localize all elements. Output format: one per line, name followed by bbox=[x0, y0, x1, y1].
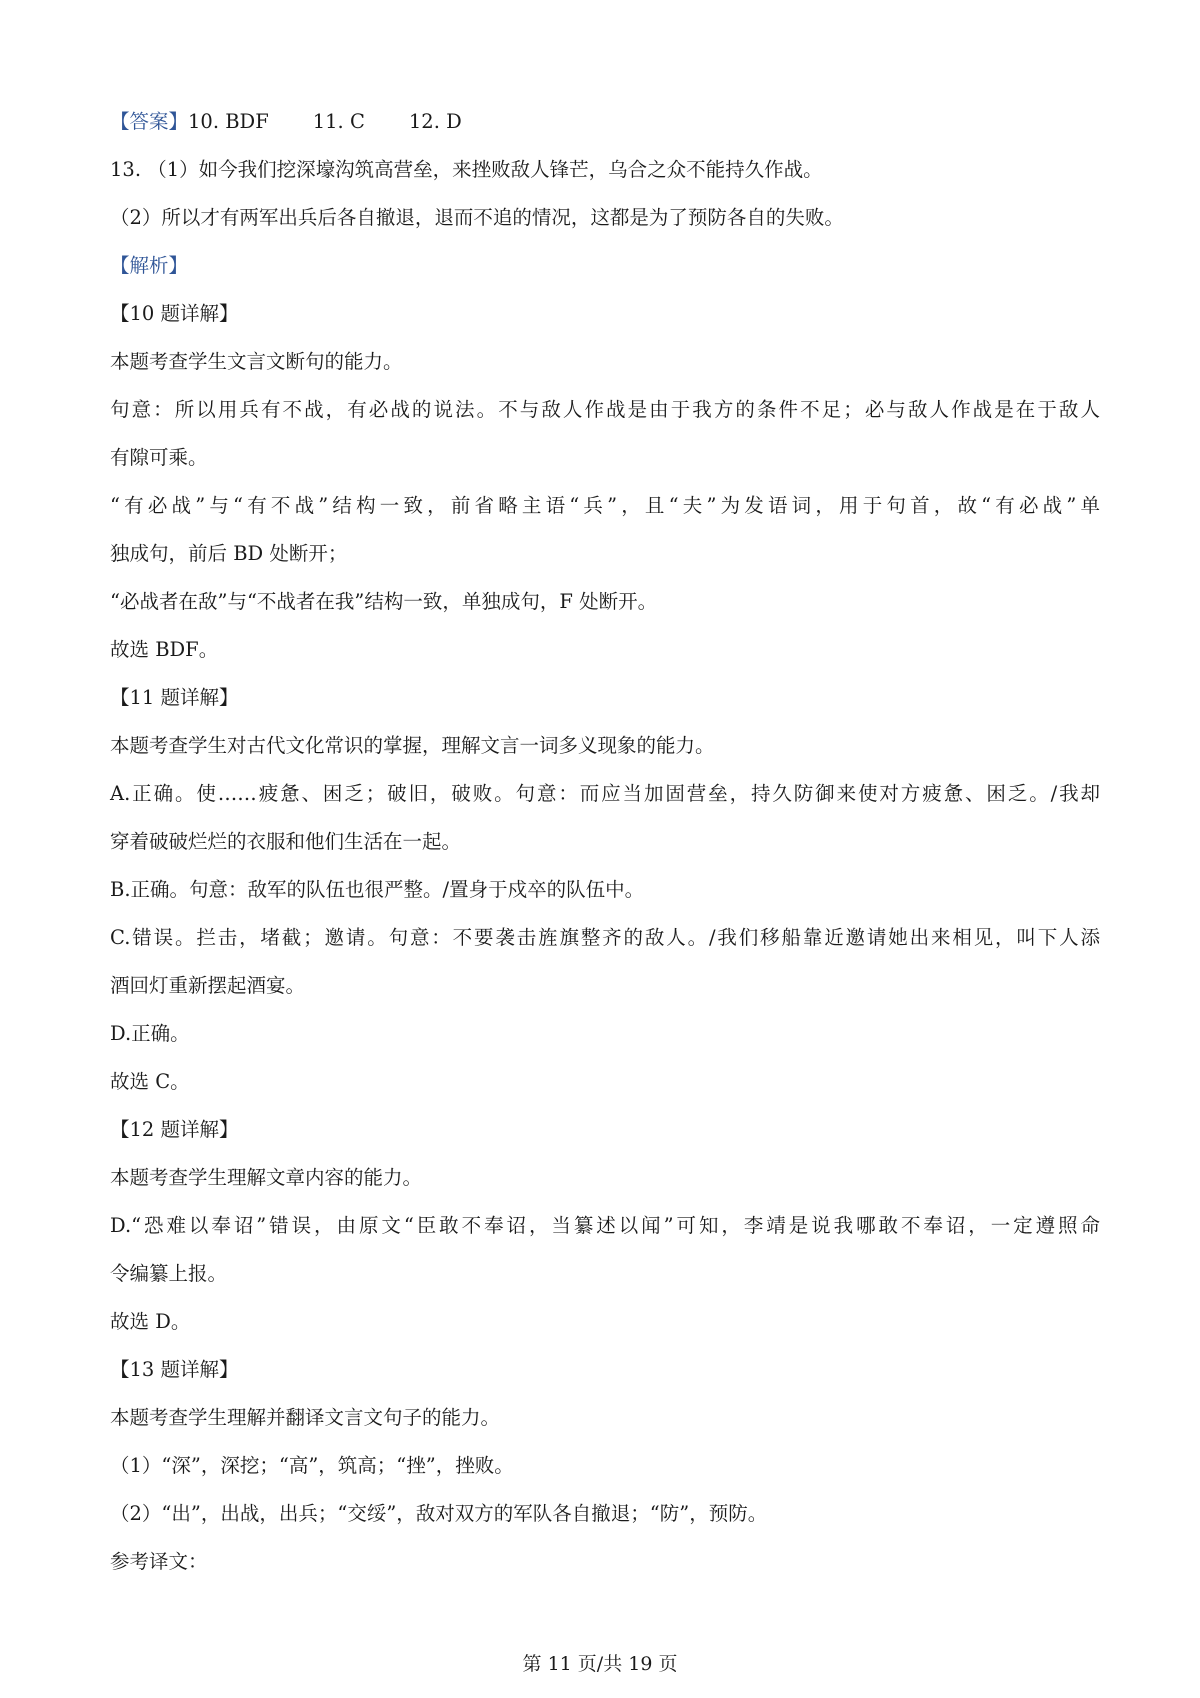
q11-option-d: D.正确。 bbox=[110, 1022, 190, 1045]
q12-intro: 本题考查学生理解文章内容的能力。 bbox=[110, 1166, 423, 1189]
q11-heading: 【11 题详解】 bbox=[110, 686, 239, 709]
q13-reference-label: 参考译文： bbox=[110, 1550, 208, 1573]
q10-intro: 本题考查学生文言文断句的能力。 bbox=[110, 350, 403, 373]
q12-heading: 【12 题详解】 bbox=[110, 1118, 239, 1141]
q13-heading: 【13 题详解】 bbox=[110, 1358, 239, 1381]
q10-analysis-line3: “必战者在敌”与“不战者在我”结构一致，单独成句，F 处断开。 bbox=[110, 590, 658, 613]
q11-option-b: B.正确。句意：敌军的队伍也很严整。/置身于戍卒的队伍中。 bbox=[110, 878, 645, 901]
q12-conclusion: 故选 D。 bbox=[110, 1310, 191, 1333]
answer-item-11: 11. C bbox=[312, 110, 365, 133]
page-content bbox=[110, 98, 1100, 1586]
page-footer: 第 11 页/共 19 页 bbox=[522, 1653, 678, 1675]
q10-conclusion: 故选 BDF。 bbox=[110, 638, 219, 661]
q10-heading: 【10 题详解】 bbox=[110, 302, 239, 325]
q13-answer-part2: （2）所以才有两军出兵后各自撤退，退而不追的情况，这都是为了预防各自的失败。 bbox=[110, 206, 844, 229]
q10-analysis-line2: 独成句，前后 BD 处断开； bbox=[110, 542, 348, 565]
q10-analysis-line1: “有必战”与“有不战”结构一致，前省略主语“兵”，且“夫”为发语词，用于句首，故“有必战”单 bbox=[110, 494, 1100, 517]
q11-option-a-line1: A.正确。使……疲惫、困乏；破旧，破败。句意：而应当加固营垒，持久防御来使对方疲惫、困乏。/我却 bbox=[110, 782, 1100, 805]
q13-intro: 本题考查学生理解并翻译文言文句子的能力。 bbox=[110, 1406, 501, 1429]
answer-label: 【答案】 bbox=[110, 110, 189, 133]
answer-item-10: 10. BDF bbox=[188, 110, 269, 133]
q11-conclusion: 故选 C。 bbox=[110, 1070, 190, 1093]
answer-line bbox=[110, 98, 1100, 146]
analysis-label: 【解析】 bbox=[110, 254, 189, 277]
q12-option-d-line2: 令编纂上报。 bbox=[110, 1262, 228, 1285]
q13-answer-part1: 13. （1）如今我们挖深壕沟筑高营垒，来挫败敌人锋芒，乌合之众不能持久作战。 bbox=[110, 158, 823, 181]
q11-option-a-line2: 穿着破破烂烂的衣服和他们生活在一起。 bbox=[110, 830, 462, 853]
q13-point2: （2）“出”，出战，出兵；“交绥”，敌对双方的军队各自撤退；“防”，预防。 bbox=[110, 1502, 768, 1525]
q11-option-c-line1: C.错误。拦击，堵截；邀请。句意：不要袭击旌旗整齐的敌人。/我们移船靠近邀请她出来相见，叫下人添 bbox=[110, 926, 1100, 949]
q12-option-d-line1: D.“恐难以奉诏”错误，由原文“臣敢不奉诏，当纂述以闻”可知，李靖是说我哪敢不奉诏，一定遵照命 bbox=[110, 1214, 1100, 1237]
q13-point1: （1）“深”，深挖；“高”，筑高；“挫”，挫败。 bbox=[110, 1454, 514, 1477]
q10-meaning-line1: 句意：所以用兵有不战，有必战的说法。不与敌人作战是由于我方的条件不足；必与敌人作战是在于敌人 bbox=[110, 398, 1100, 421]
q11-intro: 本题考查学生对古代文化常识的掌握，理解文言一词多义现象的能力。 bbox=[110, 734, 715, 757]
q11-option-c-line2: 酒回灯重新摆起酒宴。 bbox=[110, 974, 306, 997]
q10-meaning-line2: 有隙可乘。 bbox=[110, 446, 208, 469]
answer-item-12: 12. D bbox=[408, 110, 462, 133]
